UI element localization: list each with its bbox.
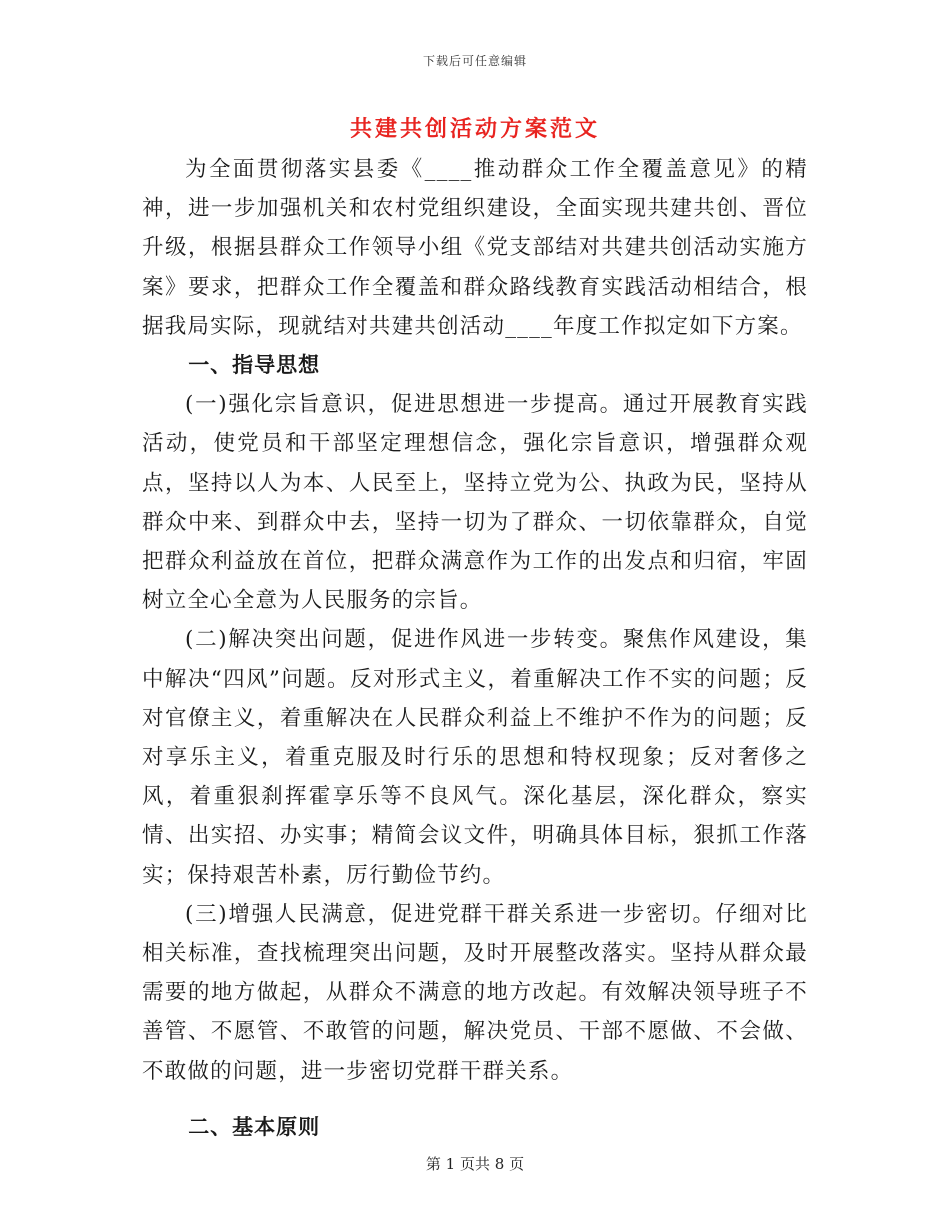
paragraph-public-satisfaction: (三)增强人民满意，促进党群干群关系进一步密切。仔细对比相关标准，查找梳理突出问题，及时开展整改落实。坚持从群众最需要的地方做起，从群众不满意的地方改起。有效解决领导班子不善管、不愿管、不敢管的问题，解决党员、干部不愿做、不会做、不敢做的问题，进一步密切党群干群关系。 bbox=[142, 901, 808, 1084]
page-number-footer: 第 1 页共 8 页 bbox=[425, 1155, 525, 1173]
section-heading-basic-principles: 二、基本原则 bbox=[188, 1114, 321, 1139]
document-title: 共建共创活动方案范文 bbox=[349, 117, 600, 142]
page-header-note: 下载后可任意编辑 bbox=[422, 54, 527, 68]
intro-paragraph: 为全面贯彻落实县委《____推动群众工作全覆盖意见》的精神，进一步加强机关和农村党组织建设，全面实现共建共创、晋位升级，根据县群众工作领导小组《党支部结对共建共创活动实施方案》要求，把群众工作全覆盖和群众路线教育实践活动相结合，根据我局实际，现就结对共建共创活动____年度工作拟定如下方案。 bbox=[142, 157, 808, 339]
section-heading-guiding-thought: 一、指导思想 bbox=[188, 353, 321, 378]
document-body bbox=[142, 150, 808, 1147]
paragraph-problem-solving: (二)解决突出问题，促进作风进一步转变。聚焦作风建设，集中解决“四风”问题。反对形式主义，着重解决工作不实的问题；反对官僚主义，着重解决在人民群众利益上不维护不作为的问题；反对享乐主义，着重克服及时行乐的思想和特权现象；反对奢侈之风，着重狠刹挥霍享乐等不良风气。深化基层，深化群众，察实情、出实招、办实事；精简会议文件，明确具体目标，狠抓工作落实；保持艰苦朴素，厉行勤俭节约。 bbox=[142, 627, 808, 888]
paragraph-purpose-awareness: (一)强化宗旨意识，促进思想进一步提高。通过开展教育实践活动，使党员和干部坚定理想信念，强化宗旨意识，增强群众观点，坚持以人为本、人民至上，坚持立党为公、执政为民，坚持从群众中来、到群众中去，坚持一切为了群众、一切依靠群众，自觉把群众利益放在首位，把群众满意作为工作的出发点和归宿，牢固树立全心全意为人民服务的宗旨。 bbox=[142, 392, 808, 614]
